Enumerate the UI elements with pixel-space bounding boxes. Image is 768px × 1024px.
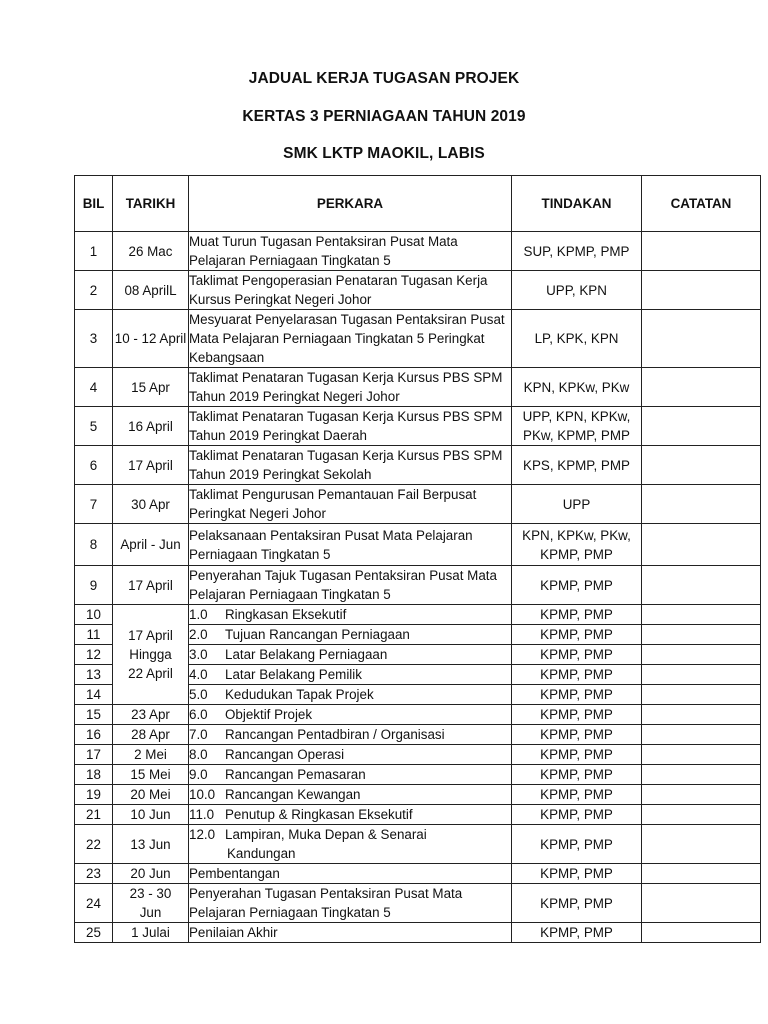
cell-tindakan: KPN, KPKw, PKw: [512, 368, 642, 407]
table-row: [75, 407, 761, 446]
cell-tindakan: KPMP, PMP: [512, 625, 642, 645]
cell-catatan: [642, 625, 761, 645]
cell-perkara: [189, 725, 512, 745]
cell-tindakan: KPMP, PMP: [512, 864, 642, 884]
cell-bil: 14: [75, 685, 113, 705]
cell-perkara: Taklimat Penataran Tugasan Kerja Kursus PBS SPM Tahun 2019 Peringkat Sekolah: [189, 446, 512, 485]
table-row: [75, 524, 761, 566]
col-header-bil: BIL: [75, 176, 113, 232]
cell-tindakan: KPMP, PMP: [512, 685, 642, 705]
cell-catatan: [642, 725, 761, 745]
item-text: Penutup & Ringkasan Eksekutif: [225, 807, 413, 822]
cell-catatan: [642, 407, 761, 446]
cell-bil: 9: [75, 566, 113, 605]
cell-tarikh: 20 Jun: [113, 864, 189, 884]
cell-perkara: [189, 705, 512, 725]
cell-catatan: [642, 825, 761, 864]
cell-tarikh: 10 Jun: [113, 805, 189, 825]
cell-perkara: [189, 825, 512, 864]
cell-bil: 25: [75, 923, 113, 943]
cell-bil: 3: [75, 310, 113, 368]
item-text: Tujuan Rancangan Perniagaan: [225, 627, 410, 642]
cell-tarikh-text: 23 - 30 Jun: [129, 886, 172, 920]
cell-catatan: [642, 785, 761, 805]
cell-tindakan: KPMP, PMP: [512, 665, 642, 685]
cell-bil: 13: [75, 665, 113, 685]
cell-tarikh: 17 April: [113, 566, 189, 605]
item-text: Latar Belakang Pemilik: [225, 667, 362, 682]
title-line-2: KERTAS 3 PERNIAGAAN TAHUN 2019: [242, 108, 526, 125]
cell-perkara: [189, 785, 512, 805]
cell-catatan: [642, 566, 761, 605]
cell-tindakan: KPMP, PMP: [512, 605, 642, 625]
cell-tarikh: 16 April: [113, 407, 189, 446]
cell-tindakan: KPMP, PMP: [512, 705, 642, 725]
cell-catatan: [642, 765, 761, 785]
cell-tarikh: 2 Mei: [113, 745, 189, 765]
item-number: 4.0: [189, 667, 208, 682]
item-number: 11.0: [189, 807, 215, 822]
cell-tarikh: 1 Julai: [113, 923, 189, 943]
cell-catatan: [642, 271, 761, 310]
table-row: [75, 745, 761, 765]
col-header-tindakan: TINDAKAN: [512, 176, 642, 232]
cell-perkara: Penyerahan Tajuk Tugasan Pentaksiran Pusat Mata Pelajaran Perniagaan Tingkatan 5: [189, 566, 512, 605]
schedule-table: [74, 175, 761, 943]
cell-tarikh: 23 Apr: [113, 705, 189, 725]
cell-catatan: [642, 524, 761, 566]
item-number: 9.0: [189, 767, 208, 782]
cell-tarikh: 08 AprilL: [113, 271, 189, 310]
item-text: Rancangan Pentadbiran / Organisasi: [225, 727, 445, 742]
item-text: Lampiran, Muka Depan & Senarai: [225, 827, 427, 842]
cell-tindakan: KPMP, PMP: [512, 923, 642, 943]
cell-tindakan: KPMP, PMP: [512, 825, 642, 864]
cell-perkara: Mesyuarat Penyelarasan Tugasan Pentaksiran Pusat Mata Pelajaran Perniagaan Tingkatan 5 Peringkat Kebangsaan: [189, 310, 512, 368]
table-row: [75, 232, 761, 271]
cell-catatan: [642, 446, 761, 485]
cell-catatan: [642, 232, 761, 271]
cell-catatan: [642, 605, 761, 625]
cell-bil: 5: [75, 407, 113, 446]
cell-tarikh: 15 Mei: [113, 765, 189, 785]
item-text: Objektif Projek: [225, 707, 313, 722]
cell-perkara: Pelaksanaan Pentaksiran Pusat Mata Pelajaran Perniagaan Tingkatan 5: [189, 524, 512, 566]
cell-perkara: Pembentangan: [189, 864, 512, 884]
item-text-continued: Kandungan: [227, 846, 296, 861]
cell-bil: 10: [75, 605, 113, 625]
table-row: [75, 705, 761, 725]
cell-perkara: [189, 645, 512, 665]
cell-bil: 18: [75, 765, 113, 785]
cell-tarikh: 20 Mei: [113, 785, 189, 805]
cell-tindakan: UPP, KPN, KPKw, PKw, KPMP, PMP: [512, 407, 642, 446]
item-text: Kedudukan Tapak Projek: [225, 687, 374, 702]
item-number: 12.0: [189, 827, 216, 842]
table-row: [75, 884, 761, 923]
cell-tindakan: UPP: [512, 485, 642, 524]
table-row: [75, 485, 761, 524]
table-row: [75, 785, 761, 805]
table-row: [75, 805, 761, 825]
cell-perkara: Taklimat Pengoperasian Penataran Tugasan Kerja Kursus Peringkat Negeri Johor: [189, 271, 512, 310]
cell-tarikh-grouped: [113, 605, 189, 705]
item-text: Rancangan Operasi: [225, 747, 345, 762]
cell-tarikh: April - Jun: [113, 524, 189, 566]
cell-tindakan: KPS, KPMP, PMP: [512, 446, 642, 485]
cell-perkara: [189, 605, 512, 625]
table-row: [75, 566, 761, 605]
cell-catatan: [642, 685, 761, 705]
table-row: [75, 446, 761, 485]
cell-catatan: [642, 485, 761, 524]
title-line-1: JADUAL KERJA TUGASAN PROJEK: [248, 70, 520, 87]
cell-tindakan: KPN, KPKw, PKw, KPMP, PMP: [512, 524, 642, 566]
cell-tindakan: UPP, KPN: [512, 271, 642, 310]
cell-perkara: [189, 765, 512, 785]
cell-catatan: [642, 745, 761, 765]
cell-perkara: [189, 805, 512, 825]
table-row: [75, 864, 761, 884]
cell-tindakan: KPMP, PMP: [512, 884, 642, 923]
cell-catatan: [642, 665, 761, 685]
item-text: Rancangan Kewangan: [225, 787, 361, 802]
cell-tarikh: 13 Jun: [113, 825, 189, 864]
table-row: [75, 923, 761, 943]
cell-bil: 15: [75, 705, 113, 725]
cell-bil: 12: [75, 645, 113, 665]
cell-perkara: Taklimat Penataran Tugasan Kerja Kursus PBS SPM Tahun 2019 Peringkat Negeri Johor: [189, 368, 512, 407]
item-number: 8.0: [189, 747, 208, 762]
cell-tindakan: KPMP, PMP: [512, 745, 642, 765]
cell-perkara: Penyerahan Tugasan Pentaksiran Pusat Mata Pelajaran Perniagaan Tingkatan 5: [189, 884, 512, 923]
grouped-date: 17 April Hingga 22 April: [128, 628, 173, 681]
cell-bil: 7: [75, 485, 113, 524]
cell-tindakan: KPMP, PMP: [512, 645, 642, 665]
table-row: [75, 310, 761, 368]
cell-tindakan: KPMP, PMP: [512, 725, 642, 745]
col-header-tarikh: TARIKH: [113, 176, 189, 232]
cell-bil: 23: [75, 864, 113, 884]
cell-bil: 22: [75, 825, 113, 864]
cell-bil: 24: [75, 884, 113, 923]
cell-bil: 16: [75, 725, 113, 745]
cell-bil: 19: [75, 785, 113, 805]
cell-bil: 6: [75, 446, 113, 485]
cell-tarikh: 26 Mac: [113, 232, 189, 271]
cell-catatan: [642, 884, 761, 923]
cell-perkara: [189, 685, 512, 705]
cell-tarikh: 10 - 12 April: [113, 310, 189, 368]
cell-perkara: [189, 625, 512, 645]
item-number: 2.0: [189, 627, 208, 642]
col-header-perkara: PERKARA: [189, 176, 512, 232]
cell-bil: 8: [75, 524, 113, 566]
cell-tarikh: [113, 884, 189, 923]
cell-tindakan: KPMP, PMP: [512, 785, 642, 805]
table-row: [75, 765, 761, 785]
table-row: [75, 825, 761, 864]
col-header-catatan: CATATAN: [642, 176, 761, 232]
cell-perkara: Muat Turun Tugasan Pentaksiran Pusat Mata Pelajaran Perniagaan Tingkatan 5: [189, 232, 512, 271]
cell-bil: 17: [75, 745, 113, 765]
item-number: 6.0: [189, 707, 208, 722]
table-row: [75, 271, 761, 310]
cell-perkara: Taklimat Pengurusan Pemantauan Fail Berpusat Peringkat Negeri Johor: [189, 485, 512, 524]
cell-perkara: [189, 745, 512, 765]
cell-perkara: Taklimat Penataran Tugasan Kerja Kursus PBS SPM Tahun 2019 Peringkat Daerah: [189, 407, 512, 446]
cell-bil: 4: [75, 368, 113, 407]
cell-catatan: [642, 923, 761, 943]
cell-catatan: [642, 645, 761, 665]
item-number: 5.0: [189, 687, 208, 702]
item-number: 1.0: [189, 607, 208, 622]
cell-bil: 11: [75, 625, 113, 645]
header-row: [75, 176, 761, 232]
cell-tindakan: LP, KPK, KPN: [512, 310, 642, 368]
cell-tindakan: SUP, KPMP, PMP: [512, 232, 642, 271]
item-number: 10.0: [189, 787, 216, 802]
table-row: [75, 368, 761, 407]
cell-catatan: [642, 368, 761, 407]
cell-tindakan: KPMP, PMP: [512, 765, 642, 785]
table-row: [75, 605, 761, 625]
cell-catatan: [642, 864, 761, 884]
cell-bil: 1: [75, 232, 113, 271]
title-line-3: SMK LKTP MAOKIL, LABIS: [283, 145, 485, 162]
item-text: Ringkasan Eksekutif: [225, 607, 347, 622]
item-text: Rancangan Pemasaran: [225, 767, 366, 782]
cell-catatan: [642, 805, 761, 825]
table-row: [75, 725, 761, 745]
item-text: Latar Belakang Perniagaan: [225, 647, 388, 662]
cell-bil: 2: [75, 271, 113, 310]
cell-catatan: [642, 310, 761, 368]
cell-tarikh: 28 Apr: [113, 725, 189, 745]
cell-tindakan: KPMP, PMP: [512, 805, 642, 825]
cell-tindakan: KPMP, PMP: [512, 566, 642, 605]
cell-catatan: [642, 705, 761, 725]
cell-perkara: Penilaian Akhir: [189, 923, 512, 943]
cell-tarikh: 30 Apr: [113, 485, 189, 524]
cell-perkara: [189, 665, 512, 685]
cell-bil: 21: [75, 805, 113, 825]
item-number: 3.0: [189, 647, 208, 662]
cell-tarikh: 17 April: [113, 446, 189, 485]
cell-tarikh: 15 Apr: [113, 368, 189, 407]
item-number: 7.0: [189, 727, 208, 742]
